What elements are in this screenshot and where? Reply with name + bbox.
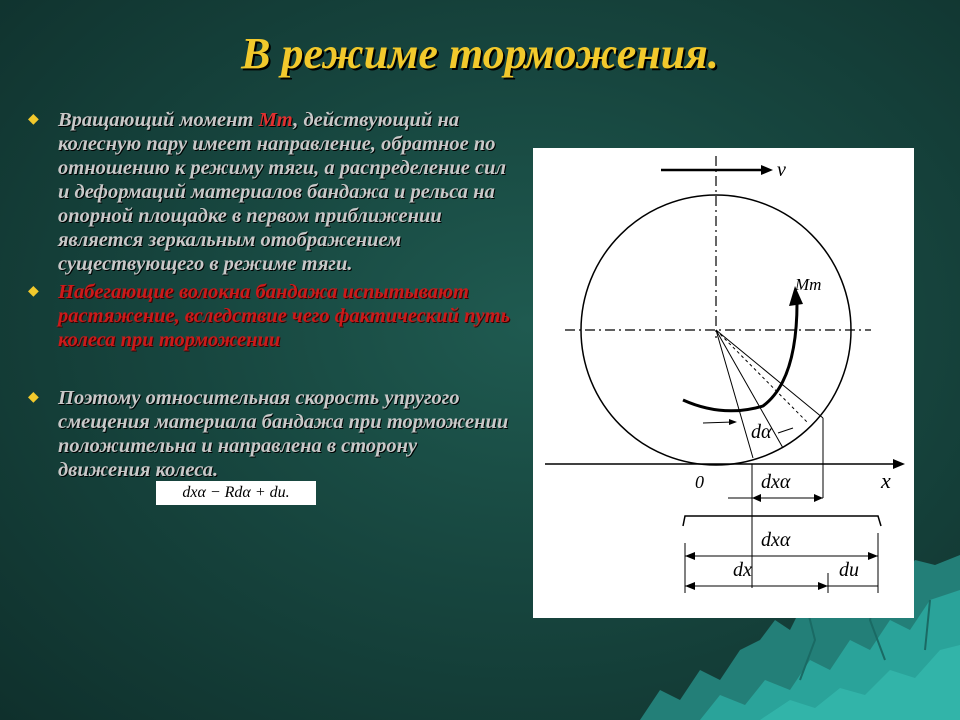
bullet-item-emphasis <box>22 280 512 352</box>
bullet-text: Поэтому относительная скорость упругого смещения материала бандажа при торможении положительна и направлена в сторону движения колеса. <box>58 387 509 481</box>
dx-alpha-label-top: dxα <box>761 471 791 493</box>
bullet-list <box>22 108 512 482</box>
bullet-text-pre: Вращающий момент <box>58 109 259 131</box>
diamond-bullet-icon: ◆ <box>28 390 39 405</box>
x-axis-label: x <box>881 468 891 493</box>
origin-label: 0 <box>695 472 704 492</box>
bullet-item <box>22 108 512 276</box>
moment-label: Mт <box>795 275 822 294</box>
velocity-label: v <box>777 159 786 181</box>
diamond-bullet-icon: ◆ <box>28 284 39 299</box>
bullet-item <box>22 386 512 482</box>
du-label: du <box>839 559 859 581</box>
bullet-text: Набегающие волокна бандажа испытывают растяжение, вследствие чего фактический путь колеса при торможении <box>58 281 510 351</box>
angle-label: dα <box>751 421 772 443</box>
moment-highlight: Mт <box>258 109 294 131</box>
wheel-diagram <box>533 148 914 618</box>
slide-title: В режиме торможения. <box>241 29 719 78</box>
diamond-bullet-icon: ◆ <box>28 112 39 127</box>
dx-label: dx <box>733 559 752 581</box>
formula-box: dxα − Rdα + du. <box>156 481 316 505</box>
bullet-text-post: , действующий на колесную пару имеет направление, обратное по отношению к режиму тяги, а распределение сил и деформаций материалов бандажа и рельса на опорной площадке в первом приближении является зеркальным отображением существующего в режиме тяги. <box>58 109 507 275</box>
dx-alpha-label-bottom: dxα <box>761 529 791 551</box>
